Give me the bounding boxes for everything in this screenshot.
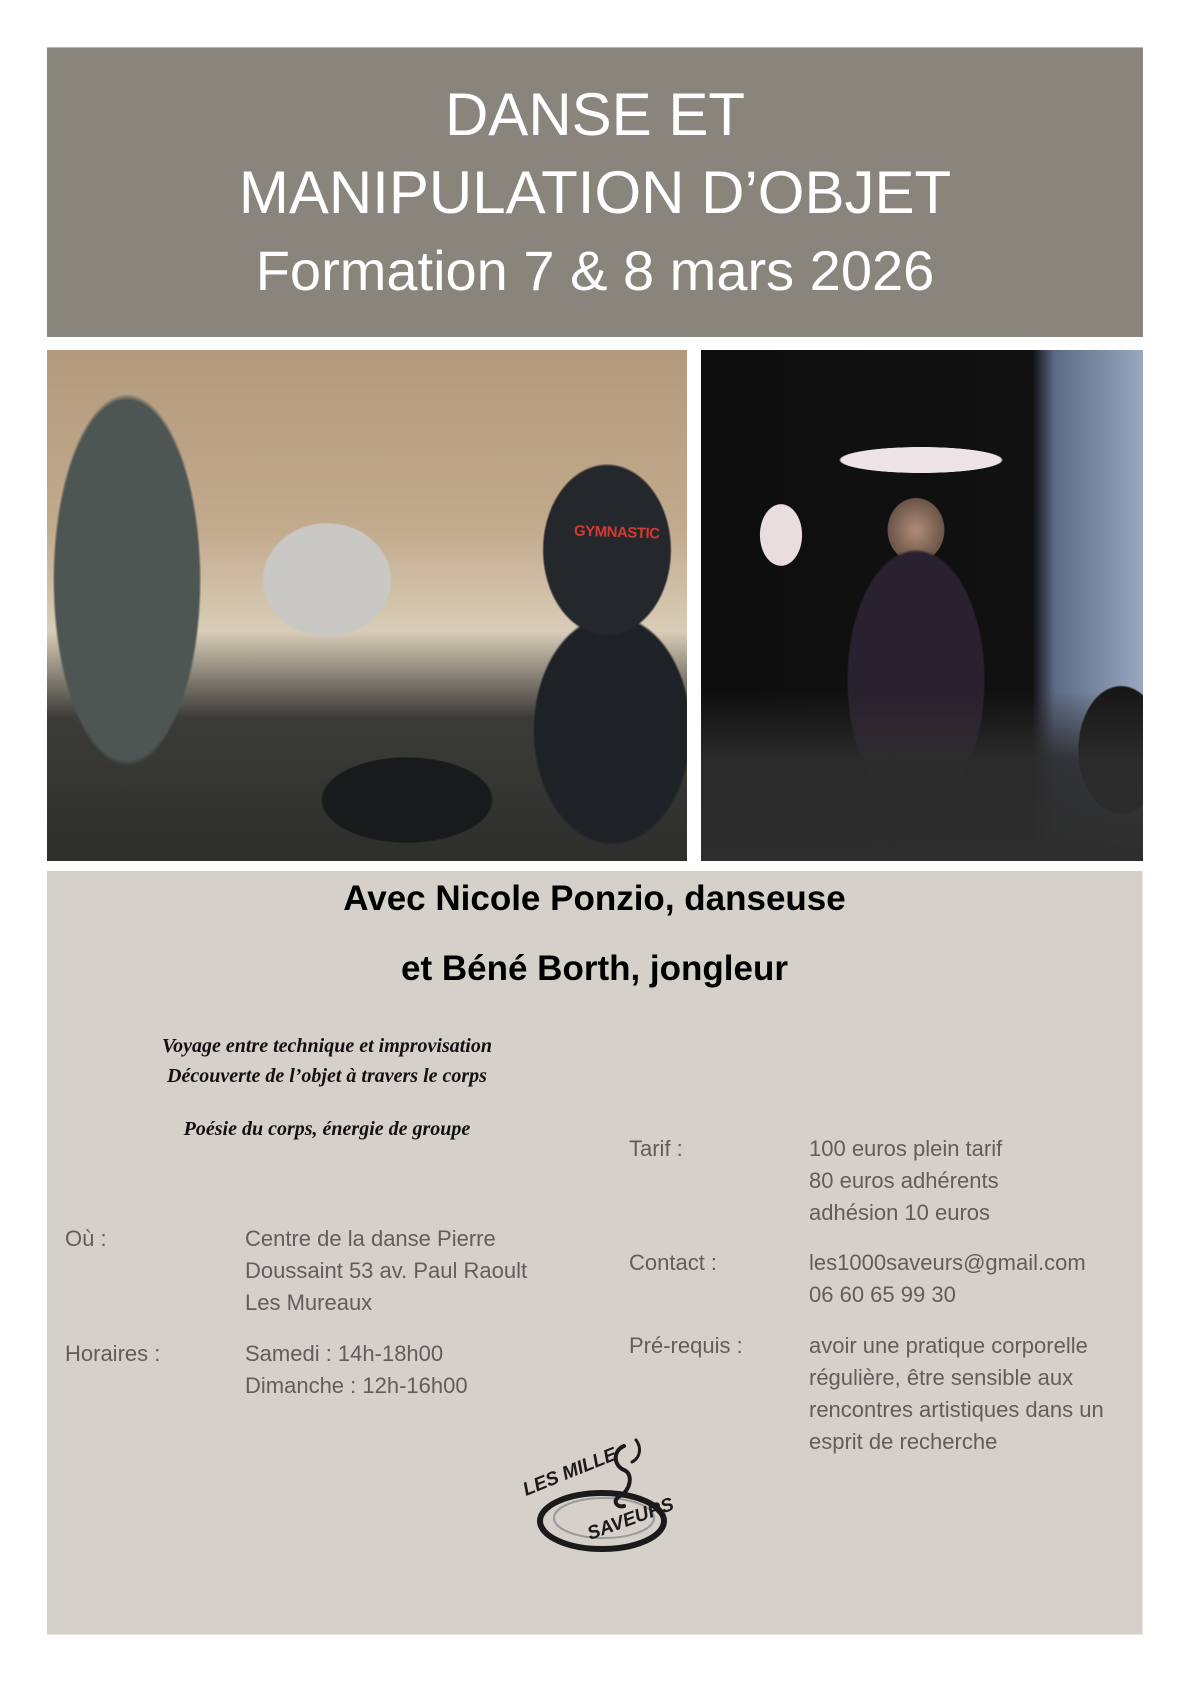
logo-text-les-mille: LES MILLE <box>520 1443 620 1501</box>
price-full: 100 euros plein tarif <box>809 1136 1003 1161</box>
prerequisite-line-4: esprit de recherche <box>809 1429 998 1454</box>
label-horaires: Horaires : <box>65 1341 161 1366</box>
address-line-1: Centre de la danse Pierre <box>245 1226 496 1251</box>
label-tarif: Tarif : <box>629 1136 683 1161</box>
presenter-line-1: Avec Nicole Ponzio, danseuse <box>343 879 846 918</box>
title-line-2: MANIPULATION D’OBJET <box>238 158 952 226</box>
prerequisite-line-1: avoir une pratique corporelle <box>809 1333 1088 1358</box>
photo-stage-parasols <box>701 350 1143 861</box>
value-ou <box>245 1223 527 1319</box>
schedule-saturday: Samedi : 14h-18h00 <box>245 1341 444 1366</box>
value-tarif <box>809 1133 1002 1229</box>
schedule-sunday: Dimanche : 12h-16h00 <box>245 1373 468 1398</box>
contact-email[interactable]: les1000saveurs@gmail.com <box>809 1250 1086 1275</box>
label-contact: Contact : <box>629 1250 718 1275</box>
membership-fee: adhésion 10 euros <box>809 1200 991 1225</box>
info-panel <box>47 871 1143 1635</box>
title-banner <box>47 47 1143 337</box>
value-prerequis <box>809 1330 1104 1458</box>
tagline-1: Voyage entre technique et improvisation <box>162 1035 492 1057</box>
address-line-2: Doussaint 53 av. Paul Raoult <box>245 1258 528 1283</box>
prerequisite-line-3: rencontres artistiques dans un <box>809 1397 1104 1422</box>
value-contact <box>809 1247 1086 1311</box>
title-line-1: DANSE ET <box>444 80 746 148</box>
photo-studio-poles <box>47 350 687 861</box>
logo-text-saveurs: SAVEURS <box>584 1494 677 1545</box>
prerequisite-line-2: régulière, être sensible aux <box>809 1365 1074 1390</box>
subtitle-date: Formation 7 & 8 mars 2026 <box>255 238 935 302</box>
contact-phone[interactable]: 06 60 65 99 30 <box>809 1282 956 1307</box>
presenter-line-2: et Béné Borth, jongleur <box>401 949 788 988</box>
price-members: 80 euros adhérents <box>809 1168 999 1193</box>
tagline-2: Découverte de l’objet à travers le corps <box>167 1065 487 1087</box>
label-ou: Où : <box>65 1226 107 1251</box>
label-prerequis: Pré-requis : <box>629 1333 743 1358</box>
tagline-3: Poésie du corps, énergie de groupe <box>183 1118 471 1140</box>
les-mille-saveurs-logo <box>512 1436 682 1556</box>
value-horaires <box>245 1338 468 1402</box>
shirt-print-text: GYMNASTIC <box>573 522 660 543</box>
address-line-3: Les Mureaux <box>245 1290 373 1315</box>
